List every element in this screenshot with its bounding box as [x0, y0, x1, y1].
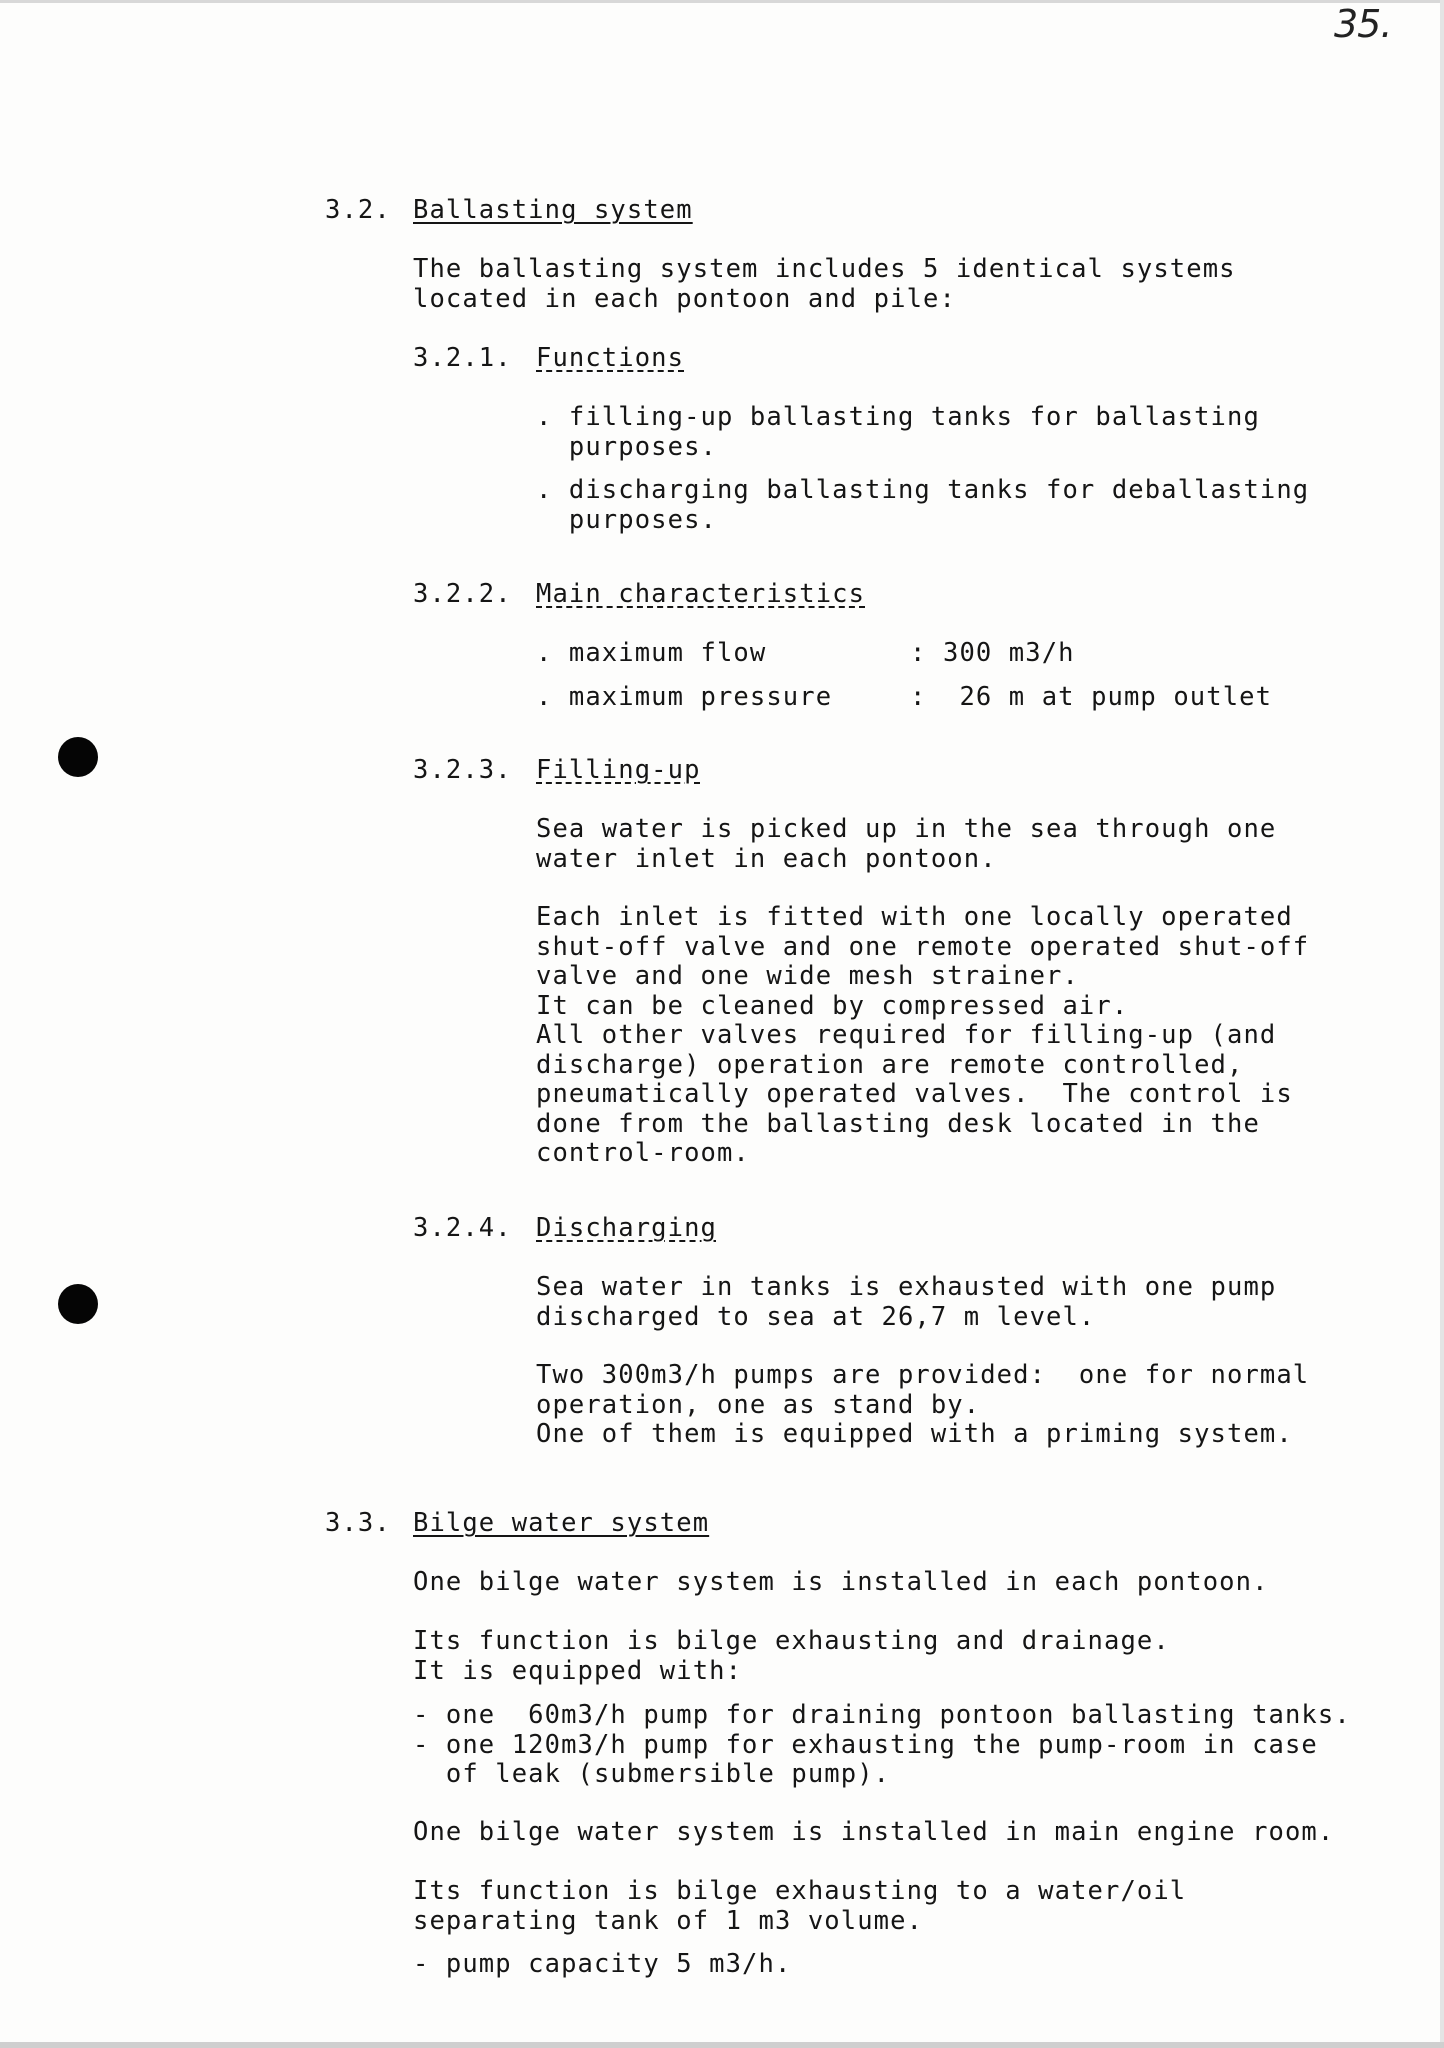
- bilge-paragraph-5: - pump capacity 5 m3/h.: [413, 1949, 792, 1979]
- subsection-title-filling-up: Filling-up: [536, 755, 701, 785]
- section-number-3-2: 3.2.: [325, 195, 391, 225]
- filling-paragraph-1: Sea water is picked up in the sea through one water inlet in each pontoon.: [536, 814, 1277, 874]
- punch-hole-lower: [58, 1284, 98, 1324]
- subsection-number-3-2-1: 3.2.1.: [413, 343, 512, 373]
- characteristic-value-flow: 300 m3/h: [943, 638, 1075, 668]
- filling-paragraph-2: Each inlet is fitted with one locally operated shut-off valve and one remote operated shut-off valve and one wide mesh strainer. It can be cleaned by compressed air. All other valves required for filling-up (and discharge) operation are remote controlled, pneumatically operated valves. The control is done from the ballasting desk located in the control-room.: [536, 902, 1310, 1168]
- section-title-bilge-water-system: Bilge water system: [413, 1508, 710, 1538]
- functions-item-discharging: . discharging ballasting tanks for deballasting purposes.: [536, 475, 1310, 535]
- bilge-paragraph-3: One bilge water system is installed in main engine room.: [413, 1817, 1335, 1847]
- subsection-title-discharging: Discharging: [536, 1213, 717, 1243]
- bilge-pump-list: - one 60m3/h pump for draining pontoon ballasting tanks. - one 120m3/h pump for exhausting the pump-room in case of leak (submersible pump).: [413, 1700, 1351, 1789]
- section-title-ballasting-system: Ballasting system: [413, 195, 693, 225]
- punch-hole-upper: [58, 737, 98, 777]
- subsection-number-3-2-2: 3.2.2.: [413, 579, 512, 609]
- ballasting-intro-paragraph: The ballasting system includes 5 identical systems located in each pontoon and pile:: [413, 254, 1236, 314]
- characteristic-separator-flow: :: [910, 638, 927, 668]
- characteristic-separator-pressure: :: [910, 682, 927, 712]
- functions-item-filling: . filling-up ballasting tanks for ballasting purposes.: [536, 402, 1260, 462]
- characteristic-label-flow: . maximum flow: [536, 638, 767, 668]
- subsection-number-3-2-4: 3.2.4.: [413, 1213, 512, 1243]
- characteristic-value-pressure: 26 m at pump outlet: [943, 682, 1273, 712]
- bilge-paragraph-4: Its function is bilge exhausting to a water/oil separating tank of 1 m3 volume.: [413, 1876, 1187, 1936]
- page-edge-right: [1440, 0, 1444, 2048]
- page-edge-top: [0, 0, 1444, 3]
- bilge-paragraph-2: Its function is bilge exhausting and drainage. It is equipped with:: [413, 1626, 1170, 1686]
- subsection-title-functions: Functions: [536, 343, 685, 373]
- page-edge-bottom: [0, 2042, 1444, 2048]
- subsection-number-3-2-3: 3.2.3.: [413, 755, 512, 785]
- bilge-paragraph-1: One bilge water system is installed in each pontoon.: [413, 1567, 1269, 1597]
- discharging-paragraph-2: Two 300m3/h pumps are provided: one for normal operation, one as stand by. One of them is equipped with a priming system.: [536, 1360, 1310, 1449]
- page-number: 35.: [1334, 2, 1392, 46]
- section-number-3-3: 3.3.: [325, 1508, 391, 1538]
- subsection-title-main-characteristics: Main characteristics: [536, 579, 866, 609]
- characteristic-label-pressure: . maximum pressure: [536, 682, 833, 712]
- discharging-paragraph-1: Sea water in tanks is exhausted with one pump discharged to sea at 26,7 m level.: [536, 1272, 1277, 1332]
